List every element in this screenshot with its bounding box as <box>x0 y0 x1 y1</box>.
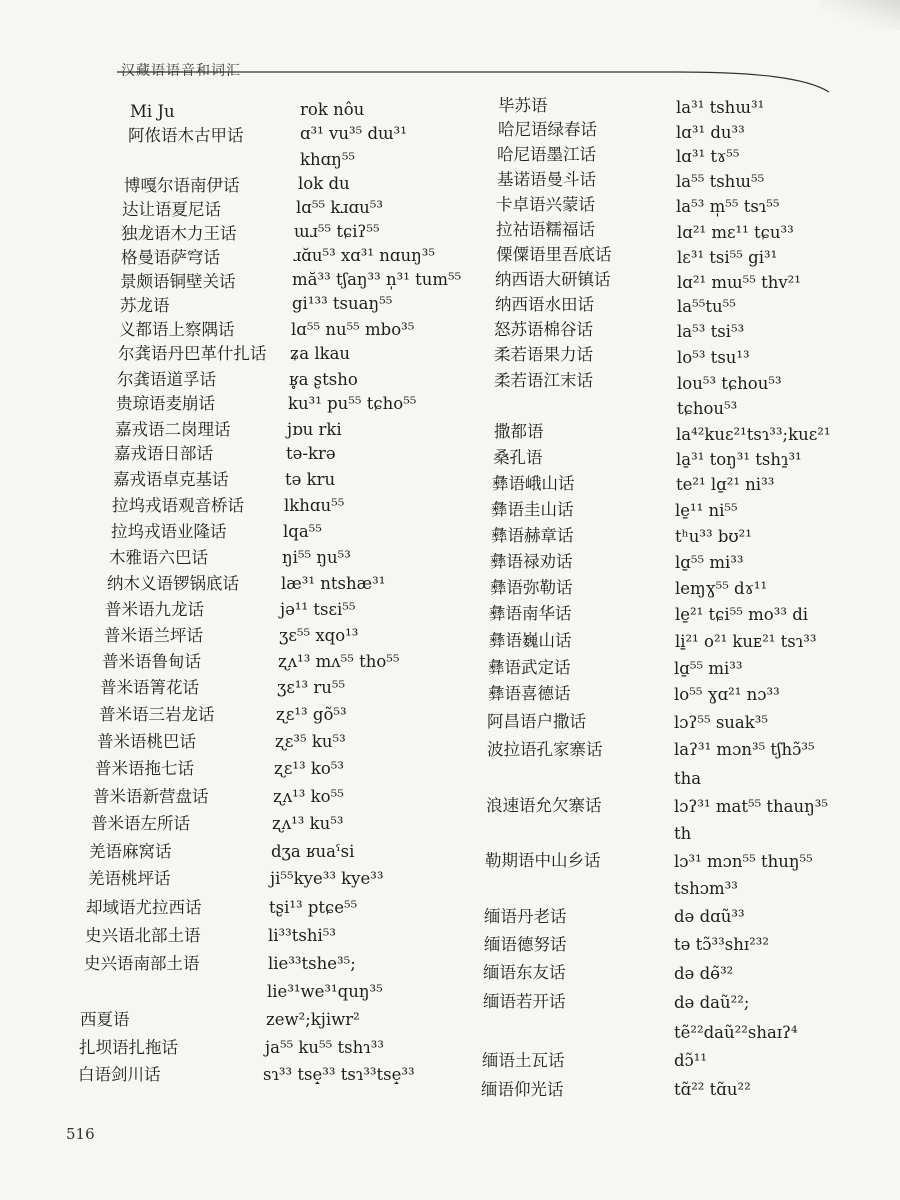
header-rule <box>117 52 837 92</box>
phonetic-form: lɑ²¹ mɛ¹¹ tɕu³³ <box>677 223 794 242</box>
phonetic-form: də daũ²²; <box>674 993 750 1012</box>
language-label: 嘉戎语二岗理话 <box>115 420 231 439</box>
language-label: 哈尼语绿春话 <box>498 120 597 139</box>
language-label: 桑孔语 <box>493 448 543 467</box>
phonetic-form: le̱²¹ tɕi⁵⁵ mo³³ di <box>675 605 809 624</box>
language-label: 普米语箐花话 <box>100 678 199 697</box>
language-label: 木雅语六巴话 <box>109 548 208 567</box>
phonetic-form: dɔ̃¹¹ <box>674 1051 708 1070</box>
phonetic-form: lie³¹we³¹quŋ³⁵ <box>267 982 383 1001</box>
language-label: 史兴语北部土语 <box>85 926 201 945</box>
phonetic-form: ʐɛ¹³ ko⁵³ <box>274 759 345 778</box>
phonetic-form: lie³³tshe³⁵; <box>268 954 356 973</box>
phonetic-form: lɑ⁵⁵ nu⁵⁵ mbo³⁵ <box>291 320 415 339</box>
phonetic-form: te²¹ lɑ̱²¹ ni³³ <box>676 475 775 494</box>
language-label: 傈僳语里吾底话 <box>496 245 612 264</box>
phonetic-form: ɑ³¹ vu³⁵ dɯ³¹ <box>300 124 407 143</box>
phonetic-form: la⁵³ tsi⁵³ <box>677 322 745 341</box>
phonetic-form: tʂi¹³ ptɕe⁵⁵ <box>269 898 358 917</box>
language-label: 普米语桃巴话 <box>97 732 196 751</box>
phonetic-form: ji⁵⁵kye³³ kye³³ <box>270 869 384 888</box>
phonetic-form: ɹɑ̆u⁵³ xɑ³¹ nɑuŋ³⁵ <box>293 246 435 265</box>
phonetic-form: ʒɛ⁵⁵ xqo¹³ <box>279 626 359 645</box>
phonetic-form: lou⁵³ tɕhou⁵³ <box>677 374 782 393</box>
language-label: 拉坞戎语观音桥话 <box>112 496 244 515</box>
phonetic-form: tə tɔ̃³³shɪ²³² <box>674 935 769 954</box>
language-label: 彝语圭山话 <box>491 500 574 519</box>
language-label: 嘉戎语日部话 <box>114 444 213 463</box>
phonetic-form: ʑa lkau <box>290 344 351 363</box>
phonetic-form: jɒu rki <box>287 420 342 439</box>
phonetic-form: tʰu³³ bʊ²¹ <box>675 527 752 546</box>
phonetic-form: leɱɣ⁵⁵ dɤ¹¹ <box>675 579 768 598</box>
phonetic-form: la³¹ tshɯ³¹ <box>676 98 765 117</box>
phonetic-form: tha <box>674 769 702 788</box>
language-label: 普米语鲁甸话 <box>102 652 201 671</box>
language-label: 阿侬语木古甲话 <box>128 126 244 145</box>
phonetic-form: də dɑũ³³ <box>674 907 745 926</box>
language-label: 基诺语曼斗话 <box>497 170 596 189</box>
phonetic-form: khɑŋ⁵⁵ <box>300 150 356 169</box>
phonetic-form: ja⁵⁵ ku⁵⁵ tshɿ³³ <box>265 1038 384 1057</box>
language-label: 缅语仰光话 <box>481 1080 564 1099</box>
language-label: 彝语弥勒话 <box>490 578 573 597</box>
phonetic-form: lɑ³¹ du³³ <box>676 123 745 142</box>
phonetic-form: tshɔm³³ <box>674 879 738 898</box>
phonetic-form: la⁴²kuɛ²¹tsɿ³³;kuɛ²¹ <box>676 425 831 444</box>
running-header <box>117 52 837 92</box>
phonetic-form: lɑ³¹ tɤ⁵⁵ <box>676 147 740 166</box>
phonetic-form: tɑ̃²² tɑ̃u²² <box>674 1080 751 1099</box>
language-label: 纳西语大研镇话 <box>495 270 611 289</box>
phonetic-form: dʒa ʁuaˁsi <box>271 842 355 861</box>
phonetic-form: ʐʌ¹³ ko⁵⁵ <box>273 787 344 806</box>
language-label: 彝语武定话 <box>488 658 571 677</box>
language-label: 波拉语孔家寨话 <box>487 740 603 759</box>
language-label: 独龙语木力王话 <box>121 224 237 243</box>
phonetic-form: lok du <box>298 174 350 193</box>
phonetic-form: gi¹³³ tsuaŋ⁵⁵ <box>292 294 393 313</box>
phonetic-form: la̱³¹ toŋ³¹ tshɿ̱³¹ <box>676 450 802 469</box>
page-number: 516 <box>66 1125 95 1143</box>
phonetic-form: ʐʌ¹³ ku⁵³ <box>272 814 344 833</box>
phonetic-form: ʒɛ¹³ ru⁵⁵ <box>277 678 346 697</box>
language-label: 嘉戎语卓克基话 <box>113 470 229 489</box>
phonetic-form: tə-krə <box>286 444 336 463</box>
phonetic-form: lqa⁵⁵ <box>283 522 322 541</box>
language-label: 拉祜语糯福话 <box>496 220 595 239</box>
phonetic-form: lɑ²¹ mɯ⁵⁵ thv²¹ <box>677 273 801 292</box>
language-label: 史兴语南部土语 <box>84 954 200 973</box>
phonetic-form: læ³¹ ntshæ³¹ <box>281 574 386 593</box>
language-label: 浪速语允欠寨话 <box>486 796 602 815</box>
language-label: 普米语左所话 <box>91 814 190 833</box>
phonetic-form: rok nôu <box>300 100 365 119</box>
language-label: 缅语东友话 <box>483 963 566 982</box>
phonetic-form: də dɵ̃³² <box>674 964 734 983</box>
language-label: 义都语上察隅话 <box>119 320 235 339</box>
language-label: Mi Ju <box>130 102 175 121</box>
phonetic-form: ɯɹ⁵⁵ tɕiʔ⁵⁵ <box>294 222 380 241</box>
language-label: 彝语喜德话 <box>488 684 571 703</box>
phonetic-form: ku³¹ pu⁵⁵ tɕho⁵⁵ <box>288 394 417 413</box>
phonetic-form: tẽ²²daũ²²shaɪʔ⁴ <box>674 1023 798 1042</box>
language-label: 普米语新营盘话 <box>93 787 209 806</box>
running-header-title: 汉藏语语音和词汇 <box>121 63 241 79</box>
phonetic-form: la⁵³ m̩⁵⁵ tsɿ⁵⁵ <box>676 197 780 216</box>
language-label: 苏龙语 <box>120 296 170 315</box>
page-corner-shadow <box>820 0 900 30</box>
language-label: 羌语麻窝话 <box>89 842 172 861</box>
language-label: 西夏语 <box>80 1010 130 1029</box>
language-label: 彝语赫章话 <box>491 526 574 545</box>
language-label: 扎坝语扎拖话 <box>79 1038 178 1057</box>
phonetic-form: laʔ³¹ mɔn³⁵ tʃhɔ̃³⁵ <box>674 740 815 759</box>
language-label: 彝语巍山话 <box>489 631 572 650</box>
phonetic-form: ʐʌ¹³ mʌ⁵⁵ tho⁵⁵ <box>278 652 400 671</box>
phonetic-form: lo⁵³ tsu¹³ <box>677 348 750 367</box>
phonetic-form: ŋi⁵⁵ ŋu⁵³ <box>282 548 351 567</box>
language-label: 撒都语 <box>494 422 544 441</box>
language-label: 缅语德努话 <box>484 935 567 954</box>
language-label: 缅语土瓦话 <box>482 1051 565 1070</box>
language-label: 哈尼语墨江话 <box>497 145 596 164</box>
phonetic-form: la⁵⁵tu⁵⁵ <box>677 297 736 316</box>
language-label: 彝语南华话 <box>489 604 572 623</box>
phonetic-form: mă³³ tʃaŋ³³ n̩³¹ tum⁵⁵ <box>292 270 462 289</box>
language-label: 尔龚语道孚话 <box>117 370 216 389</box>
language-label: 普米语九龙话 <box>105 600 204 619</box>
phonetic-form: li³³tshi⁵³ <box>268 926 337 945</box>
language-label: 却域语尤拉西话 <box>86 898 202 917</box>
language-label: 格曼语萨穹话 <box>121 248 220 267</box>
phonetic-form: lɑ̱⁵⁵ mi³³ <box>675 553 744 572</box>
language-label: 卡卓语兴蒙话 <box>496 195 595 214</box>
language-label: 纳西语水田话 <box>495 295 594 314</box>
phonetic-form: tə kru <box>285 470 336 489</box>
phonetic-form: jə¹¹ tsɛi⁵⁵ <box>280 600 356 619</box>
language-label: 柔若语江末话 <box>494 371 593 390</box>
language-label: 阿昌语户撒话 <box>487 712 586 731</box>
phonetic-form: li̱²¹ o²¹ kuᴇ²¹ tsɿ³³ <box>675 632 817 651</box>
language-label: 景颇语铜壁关话 <box>120 272 236 291</box>
phonetic-form: lɛ³¹ tsi⁵⁵ gi³¹ <box>677 248 778 267</box>
language-label: 尔龚语丹巴革什扎话 <box>118 344 267 363</box>
language-label: 勒期语中山乡话 <box>485 851 601 870</box>
language-label: 普米语兰坪话 <box>104 626 203 645</box>
language-label: 彝语禄劝话 <box>490 552 573 571</box>
language-label: 拉坞戎语业隆话 <box>111 522 227 541</box>
phonetic-form: lɔʔ⁵⁵ suak³⁵ <box>674 713 768 732</box>
phonetic-form: ʐɛ³⁵ ku⁵³ <box>275 732 346 751</box>
language-label: 纳木义语锣锅底话 <box>107 574 239 593</box>
phonetic-form: lɑ⁵⁵ kɹɑu⁵³ <box>296 198 383 217</box>
phonetic-form: ʐɛ¹³ gõ⁵³ <box>276 705 347 724</box>
language-label: 羌语桃坪话 <box>88 869 171 888</box>
phonetic-form: le̱¹¹ ni⁵⁵ <box>675 501 738 520</box>
phonetic-form: lɔ³¹ mɔn⁵⁵ thuŋ⁵⁵ <box>674 852 813 871</box>
language-label: 普米语拖七话 <box>95 759 194 778</box>
language-label: 缅语若开话 <box>483 992 566 1011</box>
phonetic-form: lɔʔ³¹ mat⁵⁵ thauŋ³⁵ <box>674 797 829 816</box>
language-label: 缅语丹老话 <box>484 907 567 926</box>
phonetic-form: tɕhou⁵³ <box>677 399 738 418</box>
language-label: 毕苏语 <box>498 96 548 115</box>
phonetic-form: lɑ̱⁵⁵ mi³³ <box>674 659 743 678</box>
language-label: 彝语峨山话 <box>492 474 575 493</box>
phonetic-form: lo⁵⁵ ɣɑ²¹ nɔ³³ <box>674 685 780 704</box>
language-label: 怒苏语棉谷话 <box>494 320 593 339</box>
phonetic-form: lkhɑu⁵⁵ <box>284 496 345 515</box>
phonetic-form: zew²;kjiwr² <box>266 1010 360 1029</box>
language-label: 白语剑川话 <box>78 1065 161 1084</box>
phonetic-form: sɿ³³ tse̝³³ tsɿ³³tse̝³³ <box>263 1065 415 1084</box>
language-label: 柔若语果力话 <box>494 345 593 364</box>
language-label: 普米语三岩龙话 <box>99 705 215 724</box>
language-label: 达让语夏尼话 <box>122 200 221 219</box>
phonetic-form: la⁵⁵ tshɯ⁵⁵ <box>676 172 765 191</box>
phonetic-form: ʁ̥a ʂtsho <box>289 370 358 389</box>
language-label: 博嘎尔语南伊话 <box>124 176 240 195</box>
language-label: 贵琼语麦崩话 <box>116 394 215 413</box>
phonetic-form: th <box>674 824 692 843</box>
